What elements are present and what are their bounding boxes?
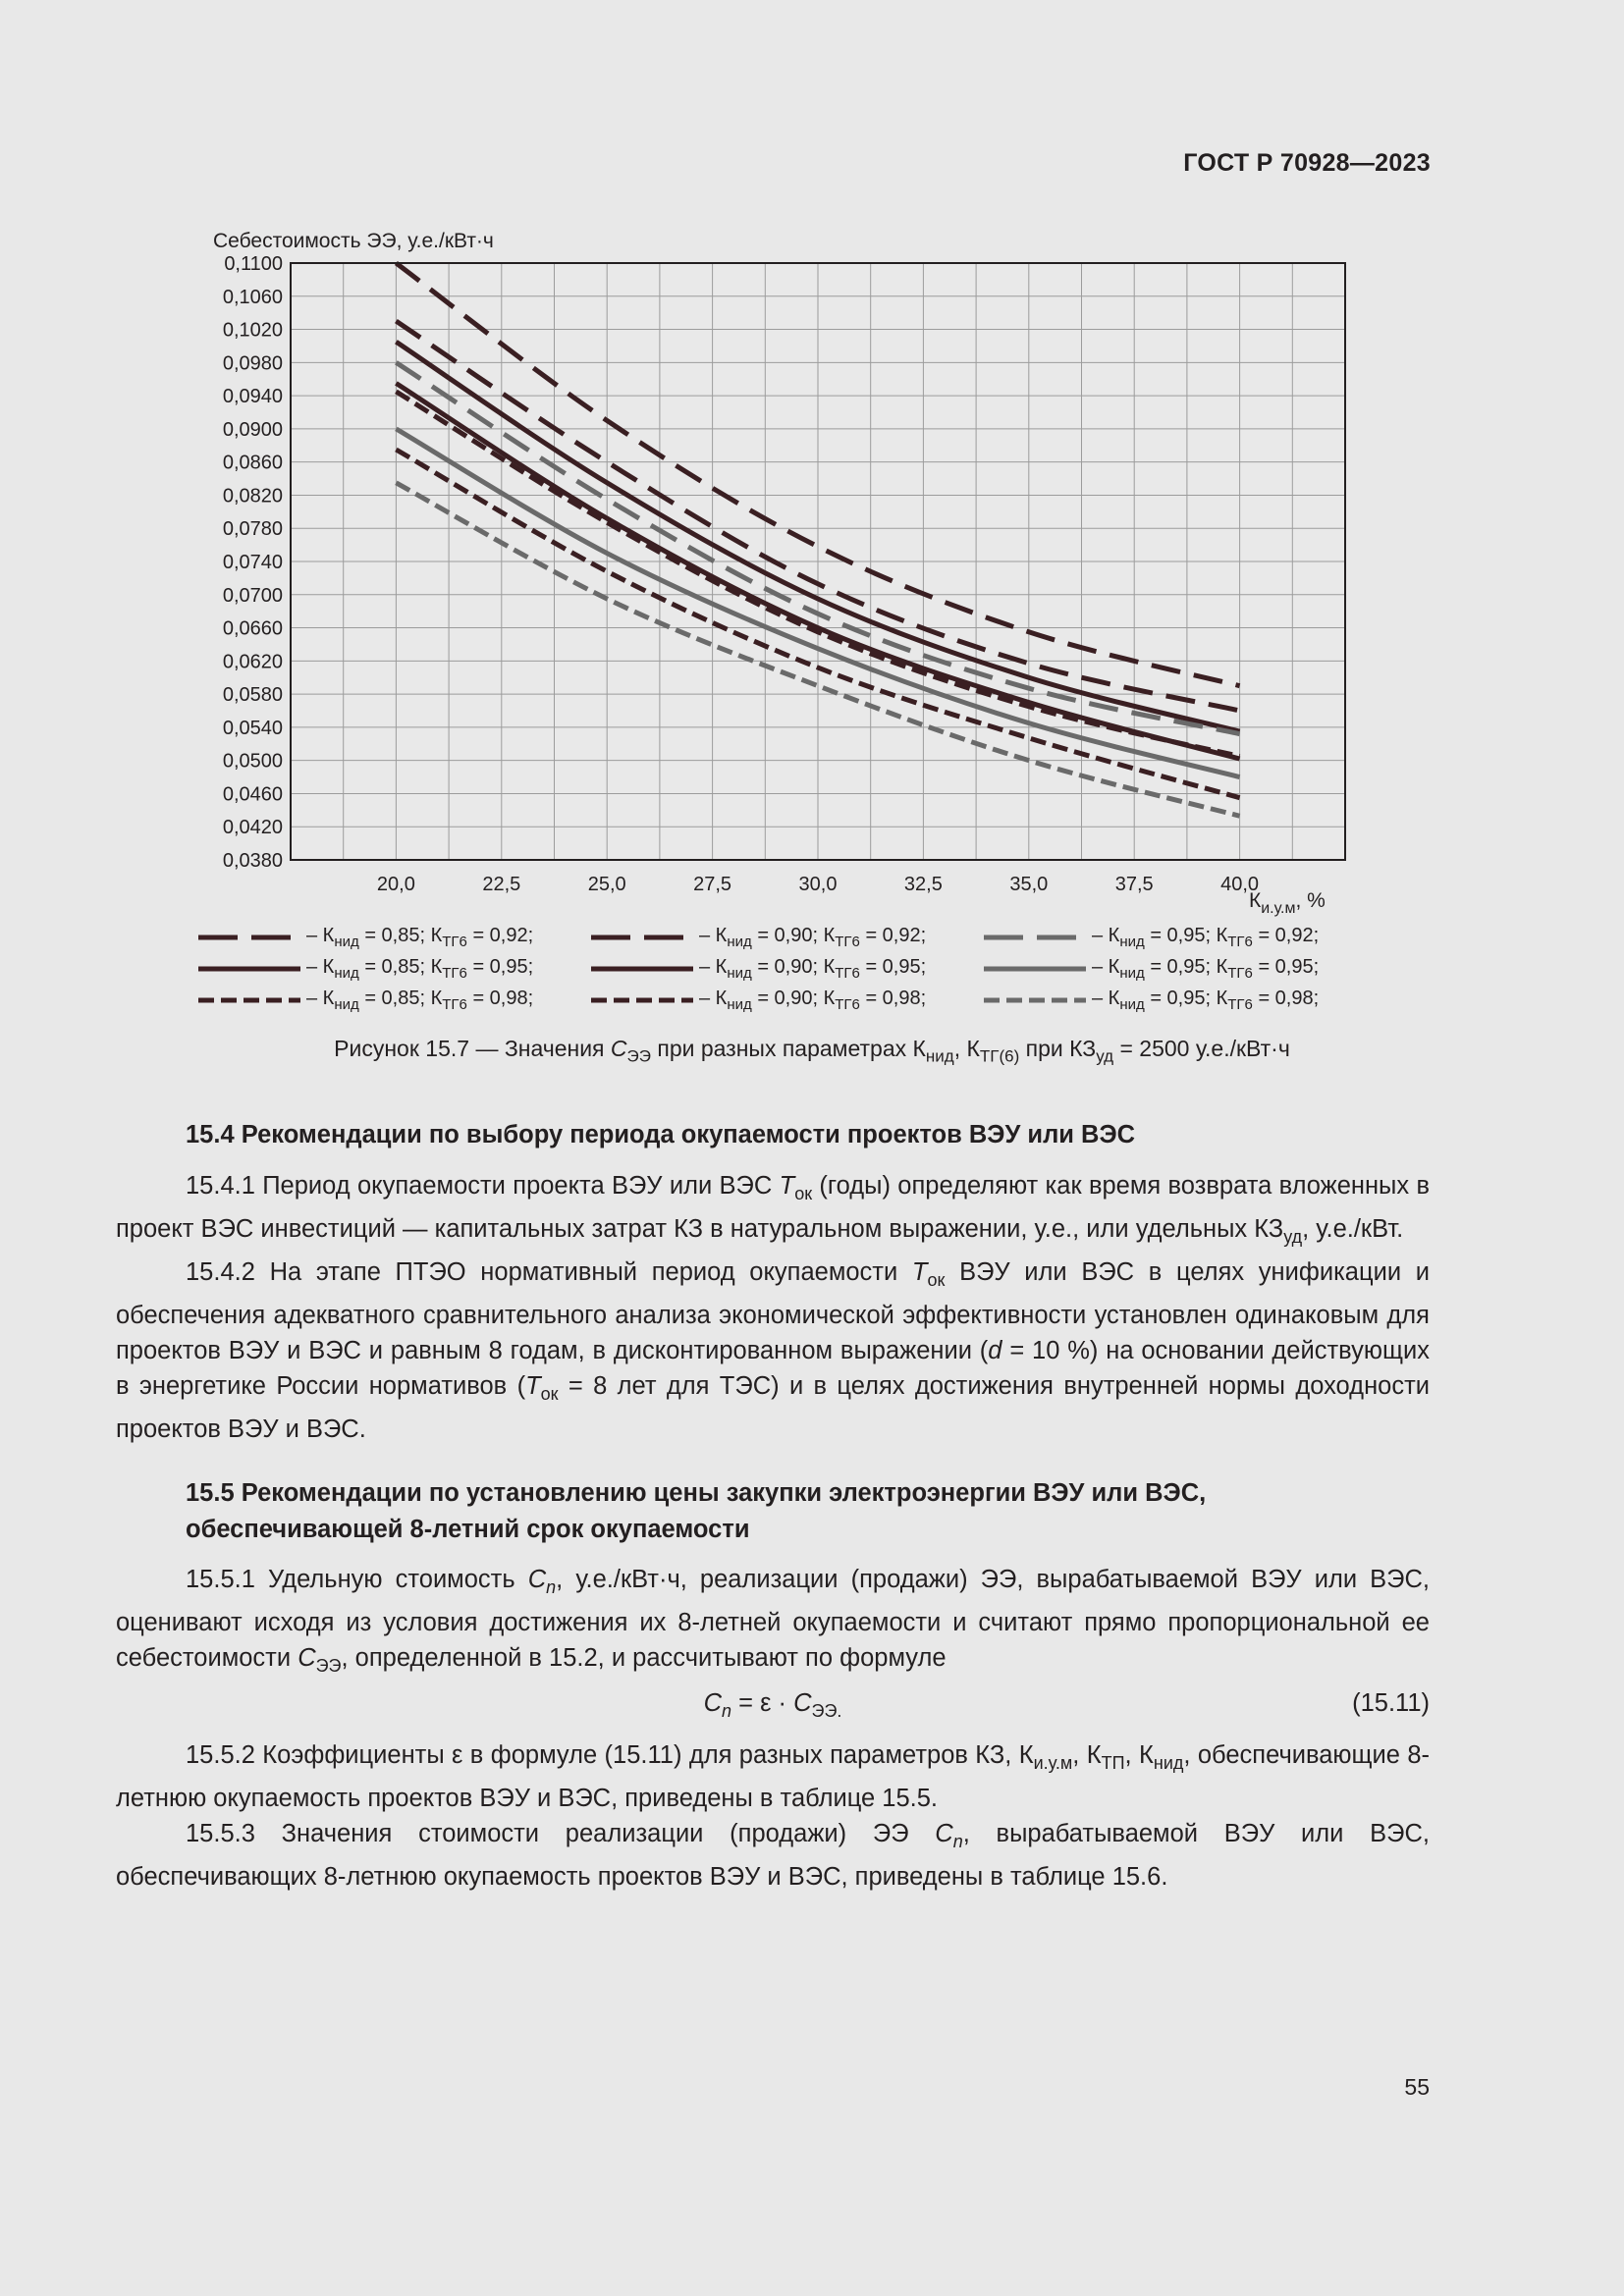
legend-line-swatch (982, 994, 1088, 1006)
legend-line-swatch (196, 994, 302, 1006)
x-axis-label: $К_{и.у.м}$, % (1249, 889, 1326, 917)
x-tick-label: 30,0 (798, 874, 838, 895)
y-tick-label: 0,0940 (222, 386, 283, 408)
y-tick-label: 0,0860 (222, 452, 283, 474)
y-axis-label: Себестоимость ЭЭ, у.е./кВт·ч (213, 230, 494, 252)
section-heading-15-5: 15.5 Рекомендации по установлению цены закупки электроэнергии ВЭУ или ВЭС, обеспечивающей 8-летний срок окупаемости (186, 1479, 1207, 1543)
y-tick-label: 0,0420 (222, 817, 283, 839)
y-tick-label: 0,0620 (222, 651, 283, 673)
section-15-5-body (116, 1737, 1430, 1895)
legend-label: – $К_{нид} = 0,90$; $К_{ТГ6} = 0,95$; (699, 956, 927, 982)
formula-15-11: $С_n = \varepsilon \cdot С_{ЭЭ.}$ (15.11) (116, 1685, 1430, 1721)
y-tick-label: 0,0980 (222, 352, 283, 375)
document-header: ГОСТ Р 70928—2023 (1183, 149, 1431, 177)
y-tick-label: 0,0580 (222, 684, 283, 707)
x-tick-label: 25,0 (587, 874, 626, 895)
y-tick-label: 0,0740 (222, 552, 283, 573)
legend-line-swatch (196, 932, 302, 943)
legend-label: – $К_{нид} = 0,95$; $К_{ТГ6} = 0,98$; (1092, 988, 1320, 1013)
cost-chart (0, 0, 1624, 923)
x-tick-label: 32,5 (903, 874, 943, 895)
legend-line-swatch (196, 963, 302, 975)
section-15-4-body (116, 1168, 1430, 1447)
chart-grid (291, 263, 1345, 860)
legend-item (196, 925, 589, 950)
legend-item (196, 988, 589, 1013)
y-tick-label: 0,1020 (222, 319, 283, 342)
legend-label: – $К_{нид} = 0,90$; $К_{ТГ6} = 0,98$; (699, 988, 927, 1013)
legend-line-swatch (589, 963, 695, 975)
y-tick-label: 0,0820 (222, 485, 283, 507)
y-tick-label: 0,0660 (222, 617, 283, 640)
y-tick-label: 0,0380 (222, 850, 283, 872)
legend-item (589, 988, 982, 1013)
legend-item (982, 988, 1375, 1013)
paragraph-15-4-2: 15.4.2 На этапе ПТЭО нормативный период окупаемости $Т_{ок}$ ВЭУ или ВЭС в целях унификации и обеспечения адекватного сравнительного анализа экономической эффективности установлен одинаковым для проектов ВЭУ и ВЭС и равным 8 годам, в дисконтированном выражении (d = 10 %) на основании действующих в энергетике России нормативов ($Т_{ок} = 8$ лет для ТЭС) и в целях достижения внутренней нормы доходности проектов ВЭУ и ВЭС. (116, 1258, 1431, 1444)
x-tick-label: 27,5 (693, 874, 732, 895)
x-tick-label: 37,5 (1114, 874, 1154, 895)
legend-label: – $К_{нид} = 0,85$; $К_{ТГ6} = 0,98$; (306, 988, 534, 1013)
x-tick-label: 20,0 (376, 874, 415, 895)
paragraph-15-4-1: 15.4.1 Период окупаемости проекта ВЭУ или ВЭС $Т_{ок}$ (годы) определяют как время возврата вложенных в проект ВЭС инвестиций — капитальных затрат КЗ в натуральном выражении, у.е., или удельных $КЗ_{уд}$, у.е./кВт. (116, 1172, 1431, 1248)
legend-label: – $К_{нид} = 0,90$; $К_{ТГ6} = 0,92$; (699, 925, 927, 950)
y-tick-label: 0,0700 (222, 584, 283, 607)
y-tick-label: 0,0780 (222, 518, 283, 541)
x-tick-label: 40,0 (1220, 874, 1260, 895)
legend-line-swatch (589, 994, 695, 1006)
formula-number: (15.11) (1352, 1689, 1430, 1717)
legend-label: – $К_{нид} = 0,85$; $К_{ТГ6} = 0,92$; (306, 925, 534, 950)
legend-item (982, 956, 1375, 982)
legend-item (196, 956, 589, 982)
legend-item (589, 925, 982, 950)
legend-label: – $К_{нид} = 0,95$; $К_{ТГ6} = 0,92$; (1092, 925, 1320, 950)
chart-legend (196, 925, 1375, 1013)
x-tick-label: 35,0 (1009, 874, 1049, 895)
x-tick-label: 22,5 (482, 874, 521, 895)
page-number: 55 (1404, 2074, 1430, 2100)
y-tick-label: 0,1060 (222, 286, 283, 308)
y-tick-label: 0,0500 (222, 750, 283, 773)
legend-label: – $К_{нид} = 0,95$; $К_{ТГ6} = 0,95$; (1092, 956, 1320, 982)
legend-label: – $К_{нид} = 0,85$; $К_{ТГ6} = 0,95$; (306, 956, 534, 982)
figure-caption: Рисунок 15.7 — Значения $С_{ЭЭ}$ при разных параметрах $К_{нид}$, $К_{ТГ(6)}$ при $КЗ_{уд} = 2500$ у.е./кВт·ч (334, 1036, 1290, 1066)
legend-line-swatch (589, 932, 695, 943)
paragraph-15-5-2: 15.5.2 Коэффициенты ε в формуле (15.11) для разных параметров КЗ, $К_{и.у.м}$, $К_{ТП}$, $К_{нид}$, обеспечивающие 8-летнюю окупаемость проектов ВЭУ и ВЭС, приведены в таблице 15.5. (116, 1741, 1431, 1813)
legend-line-swatch (982, 932, 1088, 943)
paragraph-15-5-1: 15.5.1 Удельную стоимость $С_n$, у.е./кВт·ч, реализации (продажи) ЭЭ, вырабатываемой ВЭУ или ВЭС, оценивают исходя из условия достижения их 8-летней окупаемости и считают прямо пропорциональной ее себестоимости $С_{ЭЭ}$, определенной в 15.2, и рассчитывают по формуле (116, 1566, 1430, 1677)
paragraph-15-5-3: 15.5.3 Значения стоимости реализации (продажи) ЭЭ $С_n$, вырабатываемой ВЭУ или ВЭС, обеспечивающих 8-летнюю окупаемость проектов ВЭУ и ВЭС, приведены в таблице 15.6. (116, 1820, 1430, 1892)
section-heading-15-4: 15.4 Рекомендации по выбору периода окупаемости проектов ВЭУ или ВЭС (186, 1121, 1135, 1148)
y-tick-label: 0,0460 (222, 783, 283, 806)
legend-item (589, 956, 982, 982)
y-tick-label: 0,1100 (224, 253, 283, 275)
legend-line-swatch (982, 963, 1088, 975)
y-tick-label: 0,0900 (222, 418, 283, 441)
legend-item (982, 925, 1375, 950)
y-tick-label: 0,0540 (222, 717, 283, 739)
